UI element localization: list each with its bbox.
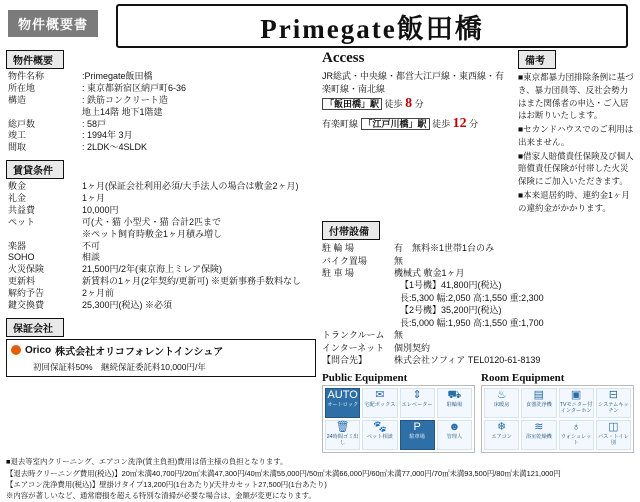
table-row	[6, 119, 316, 131]
access-minutes: 8	[405, 96, 413, 111]
room-equipment-title: Room Equipment	[481, 372, 565, 385]
row-value: 株式会社ソフィア TEL0120-61-8139	[394, 354, 541, 365]
row-key: 所在地	[8, 82, 36, 93]
guarantee-company-name: 株式会社オリコフォレントインシュア	[55, 346, 224, 358]
icon-glyph: ⊟	[608, 389, 618, 402]
row-value: 機械式 敷金1ヶ月	[394, 268, 465, 279]
row-value: : 東京都新宿区納戸町6-36	[82, 82, 187, 93]
row-value: ※ペット飼育時敷金1ヶ月積み増し	[82, 228, 223, 239]
table-row	[6, 288, 316, 300]
lease-conditions-section	[6, 160, 316, 312]
icon-caption: ペット相談	[366, 434, 393, 441]
access-section	[322, 50, 512, 215]
row-value: 2ヶ月前	[82, 288, 115, 298]
icon-caption: エレベーター	[401, 402, 433, 409]
elevator-icon	[400, 388, 435, 418]
row-key: ペット	[8, 216, 36, 227]
auto-lock-icon	[325, 388, 360, 418]
parking-bicycle-icon	[437, 388, 472, 418]
table-row	[322, 317, 634, 329]
table-row	[6, 130, 316, 142]
row-value: 10,000円	[82, 204, 119, 215]
icon-glyph: ⛟	[447, 389, 462, 402]
bath-toilet-separate-icon	[596, 420, 631, 450]
row-value: : 2LDK～4SLDK	[82, 142, 148, 153]
row-key	[328, 292, 400, 304]
row-key: バイク置場	[322, 255, 367, 266]
bath-dryer-icon	[521, 420, 556, 450]
row-value: 相談	[82, 252, 101, 263]
icon-caption: 床暖房	[493, 402, 510, 409]
remarks-heading: 備考	[518, 50, 556, 69]
icon-caption: システムキッチン	[598, 402, 629, 415]
access-remarks-row	[322, 50, 634, 215]
row-value: 可(犬・猫 小型犬・猫 合計2匹まで	[82, 216, 222, 227]
row-key: トランクルーム	[322, 330, 385, 341]
row-key	[6, 107, 80, 119]
table-row	[6, 142, 316, 154]
icon-glyph: AUTO	[327, 389, 358, 402]
trash-room-icon	[325, 420, 360, 450]
row-key: 【問合先】	[322, 354, 368, 365]
property-overview-heading: 物件概要	[6, 50, 64, 69]
row-key: 礼金	[8, 193, 27, 203]
row-value: 有 無料※1世帯1台のみ	[394, 243, 495, 254]
table-row	[6, 241, 316, 253]
upper-columns	[6, 50, 634, 453]
room-equipment-section	[481, 372, 634, 453]
list-item: ■セカンドハウスでのご利用は出来ません。	[518, 124, 634, 147]
table-row	[6, 107, 316, 119]
access-route-label: 有楽町線	[322, 119, 359, 129]
note-line: 【退去時クリーニング費用(税込)】20㎡未満40,700円/20㎡未満47,300円/40㎡未満55,000円/50㎡未満66,000円/60㎡未満77,000円/70㎡未満93,500円/80㎡未満121,000円	[6, 468, 561, 478]
remarks-section	[518, 50, 634, 215]
icon-glyph: ♨	[496, 389, 507, 402]
table-row	[322, 342, 634, 354]
list-item: ■本来退居約時、連約金1ヶ月の違約金がかかります。	[518, 189, 630, 213]
table-row	[322, 267, 634, 279]
row-key: 更新料	[8, 276, 36, 287]
icon-caption: オートロック	[327, 402, 359, 409]
note-line: ■退去等室内クリーニング、エアコン洗浄(賃主負担)費用は借主様の負担となります。	[6, 457, 288, 467]
lease-conditions-table	[6, 181, 316, 312]
orico-logo-icon	[11, 345, 21, 355]
document-header	[6, 4, 634, 50]
icon-caption: バス・トイレ別	[597, 434, 629, 447]
table-row	[6, 71, 316, 83]
access-station: 「飯田橋」駅	[322, 98, 382, 110]
property-overview-table	[6, 71, 316, 154]
row-key: 解約予告	[8, 288, 45, 298]
table-row	[6, 276, 316, 288]
icon-glyph: ♁	[572, 421, 581, 434]
icon-caption: 宅配ボックス	[364, 402, 396, 409]
table-row	[322, 279, 634, 291]
right-column	[322, 50, 634, 453]
table-row	[6, 95, 316, 107]
list-item: ■借家人賠償責任保険及び個人賠償責任保険が付帯した火災保険にご加入いただきます。	[518, 150, 634, 186]
delivery-box-icon	[362, 388, 397, 418]
guarantee-heading: 保証会社	[6, 318, 64, 337]
icon-caption: 食器洗浄機	[525, 402, 552, 409]
row-key: 鍵交換費	[8, 299, 45, 310]
row-key: 総戸数	[8, 118, 36, 129]
table-row	[6, 264, 316, 276]
parking-icon	[400, 420, 435, 450]
pet-icon	[362, 420, 397, 450]
icon-glyph: ▤	[533, 389, 545, 402]
row-key: 間取	[8, 142, 27, 153]
table-row	[6, 252, 316, 264]
public-equipment-section	[322, 372, 475, 453]
guarantee-detail: 初回保証料50% 継続保証委託料10,000円/年	[33, 361, 206, 372]
row-value: : 鉄筋コンクリート造	[82, 94, 168, 105]
floor-heating-icon	[484, 388, 519, 418]
row-value: :Primegate飯田橋	[82, 71, 153, 81]
row-value: 【1号機】41,800円(税込)	[400, 280, 502, 291]
table-row	[322, 354, 634, 366]
footer-notes	[6, 457, 634, 501]
icon-glyph: ⇕	[412, 389, 422, 402]
facilities-list	[322, 242, 634, 366]
access-route-label: JR総武・中央線・都営大江戸線・東西線・有楽町線・南北線	[322, 71, 505, 94]
manager-icon	[437, 420, 472, 450]
orico-brand: Orico	[25, 344, 52, 356]
row-value: 【2号機】35,200円(税込)	[400, 305, 502, 316]
table-row	[322, 329, 634, 341]
row-value: 1ヶ月(保証会社利用必須/大手法人の場合は敷金2ヶ月)	[82, 181, 299, 192]
row-key: 楽器	[8, 240, 27, 251]
table-row	[322, 292, 634, 304]
row-value: 新賃料の1ヶ月(2年契約/更新可) ※更新事務手数料なし	[82, 276, 302, 287]
row-value: 不可	[82, 240, 101, 251]
icon-glyph: ▣	[570, 389, 582, 402]
row-key	[6, 229, 80, 241]
icon-caption: TVモニター付インターホン	[559, 402, 593, 415]
row-value: 無	[394, 255, 404, 266]
row-key	[328, 317, 400, 329]
system-kitchen-icon	[596, 388, 631, 418]
page-title: Primegate飯田橋	[260, 13, 484, 44]
facilities-section	[322, 221, 634, 366]
list-item: ■東京都暴力団排除条例に基づき、暴力団員等、反社会勢力はまた関係者の申込・ご入居はお断りいたします。	[518, 72, 634, 121]
row-key: 構造	[8, 94, 27, 105]
access-minutes-unit: 分	[414, 99, 424, 109]
dishwasher-icon	[521, 388, 556, 418]
icon-caption: エアコン	[491, 434, 512, 441]
icon-caption: ウォシュレット	[560, 434, 592, 447]
table-row	[6, 205, 316, 217]
guarantee-section	[6, 318, 316, 377]
access-station: 「江戸川橋」駅	[361, 118, 430, 130]
icon-caption: 24時間ゴミ出し	[326, 434, 359, 447]
table-row	[322, 242, 634, 254]
row-value: : 1994年 3月	[82, 130, 133, 141]
icon-glyph: ☻	[448, 421, 461, 434]
document-label: 物件概要書	[8, 10, 98, 37]
row-value: 地上14階 地下1階建	[82, 106, 163, 117]
facilities-heading: 付帯設備	[322, 221, 380, 240]
row-value: 1ヶ月	[82, 193, 106, 203]
table-row	[6, 83, 316, 95]
public-equipment-title: Public Equipment	[322, 372, 408, 385]
table-row	[6, 181, 316, 193]
row-key	[328, 279, 400, 291]
icon-glyph: ✉	[375, 389, 385, 402]
icon-caption: 駐輪場	[446, 402, 463, 409]
tv-monitor-intercom-icon	[559, 388, 594, 418]
guarantee-box	[6, 339, 316, 377]
row-key: 敷金	[8, 181, 27, 192]
row-key: 共益費	[8, 204, 36, 215]
equipment-grids	[322, 372, 634, 453]
lease-conditions-heading: 賃貸条件	[6, 160, 64, 179]
remarks-list	[518, 71, 634, 214]
icon-glyph: P	[413, 421, 421, 434]
left-column	[6, 50, 316, 453]
access-walk-prefix: 徒歩	[432, 119, 451, 129]
table-row	[322, 255, 634, 267]
row-value: : 58戸	[82, 118, 107, 129]
air-conditioner-icon	[484, 420, 519, 450]
table-row	[6, 229, 316, 241]
icon-glyph: ≋	[534, 421, 544, 434]
public-equipment-grid	[322, 385, 475, 453]
table-row	[6, 217, 316, 229]
row-key: 物件名称	[8, 71, 45, 81]
row-value: 25,300円(税込) ※必須	[82, 299, 173, 310]
table-row	[6, 193, 316, 205]
title-box	[116, 4, 628, 48]
access-walk-prefix: 徒歩	[384, 99, 403, 109]
icon-glyph: ❄	[497, 421, 507, 434]
row-key: 駐 車 場	[322, 268, 355, 279]
washlet-icon	[559, 420, 594, 450]
row-key: SOHO	[8, 252, 35, 263]
row-value: 個別契約	[394, 342, 431, 353]
row-key: 竣工	[8, 130, 27, 141]
table-row	[6, 300, 316, 312]
row-value: 無	[394, 330, 404, 341]
icon-caption: 管理人	[446, 434, 463, 441]
access-line	[322, 116, 512, 132]
row-value: 長:5,300 幅:2,050 高:1,550 重:2,300	[400, 292, 544, 303]
access-heading: Access	[322, 50, 365, 66]
row-value: 長:5,000 幅:1,950 高:1,550 重:1,700	[400, 317, 544, 328]
guarantee-company	[11, 343, 311, 358]
access-minutes-unit: 分	[469, 119, 479, 129]
note-line: ※内容が著しいなど、通常磨損を超える特別な清掃が必要な場合は、金額が変更になります。	[6, 491, 316, 501]
icon-glyph: 🐾	[373, 421, 387, 434]
icon-glyph: 🗑	[335, 421, 350, 434]
access-minutes: 12	[452, 116, 467, 131]
access-line	[322, 69, 512, 112]
row-value: 21,500円/2年(東京海上ミレア保険)	[82, 264, 223, 275]
icon-caption: 駐車場	[409, 434, 425, 441]
room-equipment-grid	[481, 385, 634, 453]
icon-glyph: ◫	[608, 421, 619, 434]
row-key: インターネット	[322, 342, 385, 353]
icon-caption: 浴室乾燥機	[525, 434, 552, 441]
row-key: 火災保険	[8, 264, 45, 275]
note-line: 【エアコン洗浄費用(税込)】壁掛けタイプ13,200円(1台あたり)/天井カセット27,500円(1台あたり)	[6, 479, 327, 489]
row-key: 駐 輪 場	[322, 243, 355, 254]
table-row	[322, 304, 634, 316]
row-key	[328, 304, 400, 316]
